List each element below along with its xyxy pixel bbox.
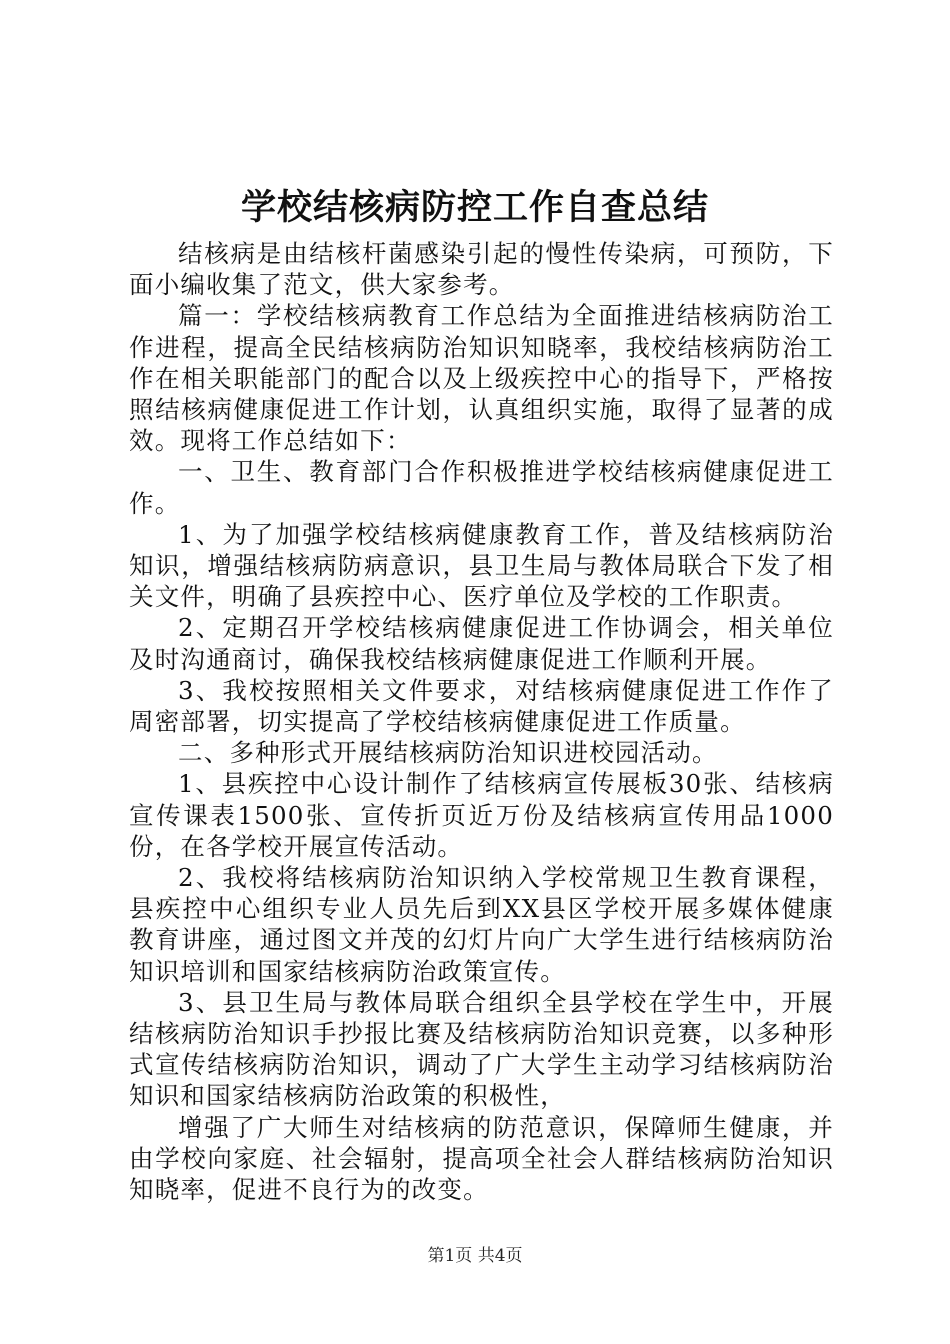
intro-paragraph: 结核病是由结核杆菌感染引起的慢性传染病，可预防，下面小编收集了范文，供大家参考。 bbox=[129, 239, 834, 300]
document-body bbox=[129, 238, 834, 1205]
page-number-footer: 第1页 共4页 bbox=[427, 1246, 523, 1266]
section-heading-two: 二、多种形式开展结核病防治知识进校园活动。 bbox=[178, 738, 718, 768]
list-item-2-1: 1、县疾控中心设计制作了结核病宣传展板30张、结核病宣传课表1500张、宣传折页近万份及结核病宣传用品1000份，在各学校开展宣传活动。 bbox=[129, 769, 834, 861]
list-item-2-2: 2、我校将结核病防治知识纳入学校常规卫生教育课程，县疾控中心组织专业人员先后到XX县区学校开展多媒体健康教育讲座，通过图文并茂的幻灯片向广大学生进行结核病防治知识培训和国家结核病防治政策宣传。 bbox=[129, 863, 834, 986]
closing-paragraph: 增强了广大师生对结核病的防范意识，保障师生健康，并由学校向家庭、社会辐射，提高项全社会人群结核病防治知识知晓率，促进不良行为的改变。 bbox=[129, 1112, 834, 1205]
section-heading-one: 一、卫生、教育部门合作积极推进学校结核病健康促进工作。 bbox=[129, 457, 834, 518]
list-item-1-3: 3、我校按照相关文件要求，对结核病健康促进工作作了周密部署，切实提高了学校结核病健康促进工作质量。 bbox=[129, 675, 834, 737]
list-item-1-2: 2、定期召开学校结核病健康促进工作协调会，相关单位及时沟通商讨，确保我校结核病健康促进工作顺利开展。 bbox=[129, 613, 834, 674]
article-one-paragraph: 篇一：学校结核病教育工作总结为全面推进结核病防治工作进程，提高全民结核病防治知识知晓率，我校结核病防治工作在相关职能部门的配合以及上级疾控中心的指导下，严格按照结核病健康促进工作计划，认真组织实施，取得了显著的成效。现将工作总结如下： bbox=[129, 301, 834, 456]
page-title: 学校结核病防控工作自查总结 bbox=[240, 187, 709, 228]
list-item-1-1: 1、为了加强学校结核病健康教育工作，普及结核病防治知识，增强结核病防病意识，县卫生局与教体局联合下发了相关文件，明确了县疾控中心、医疗单位及学校的工作职责。 bbox=[129, 519, 834, 612]
list-item-2-3: 3、县卫生局与教体局联合组织全县学校在学生中，开展结核病防治知识手抄报比赛及结核病防治知识竞赛，以多种形式宣传结核病防治知识，调动了广大学生主动学习结核病防治知识和国家结核病防治政策的积极性， bbox=[129, 987, 834, 1111]
